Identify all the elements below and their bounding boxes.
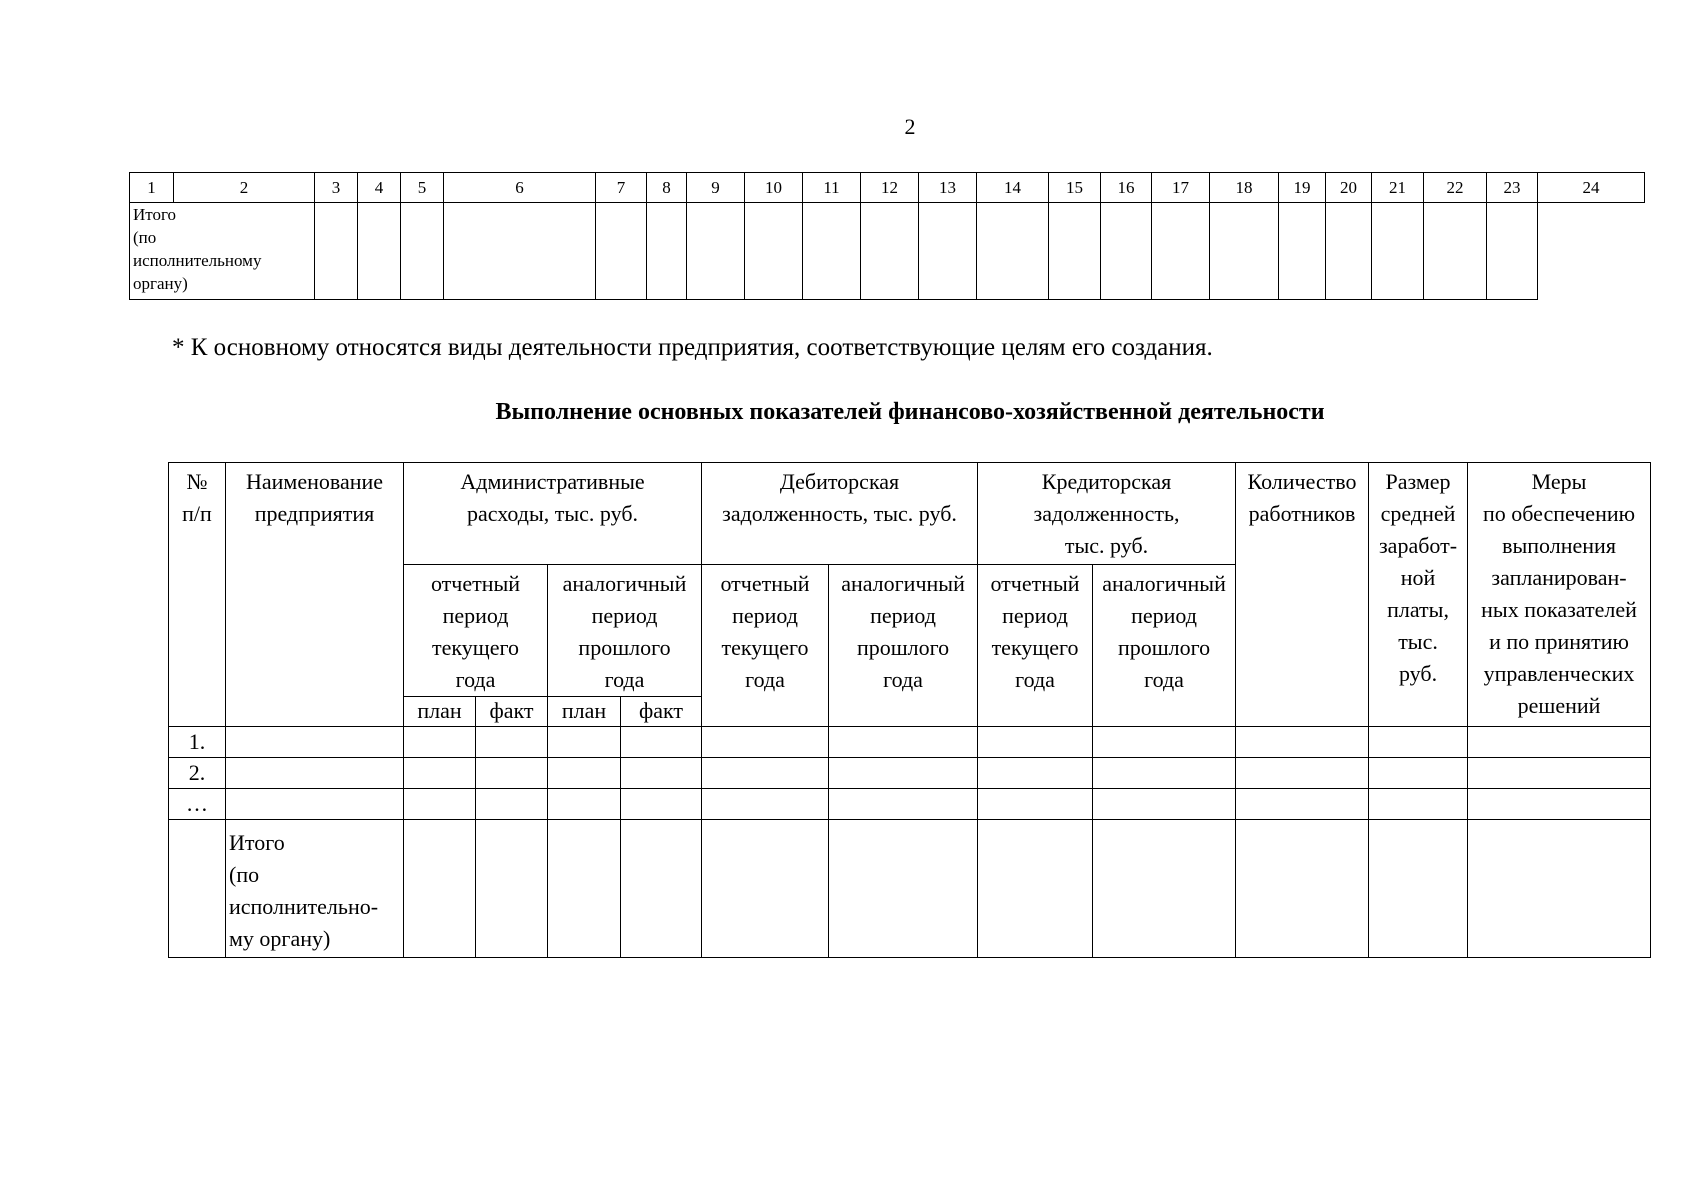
column-number: 16 [1101,173,1152,203]
empty-cell [548,727,621,758]
column-number: 7 [596,173,647,203]
empty-cell [476,727,548,758]
empty-cell [978,820,1093,958]
empty-cell [829,758,978,789]
empty-cell [404,820,476,958]
empty-cell [1468,727,1651,758]
row-number: … [169,789,226,820]
summary-table-continuation [129,172,1645,300]
column-number: 18 [1210,173,1279,203]
header-receivables-current-period: отчетный период текущего года [702,565,829,727]
empty-cell [226,727,404,758]
empty-cell [829,727,978,758]
empty-cell [1093,820,1236,958]
header-admin-expenses: Административные расходы, тыс. руб. [404,463,702,565]
footnote: * К основному относятся виды деятельности предприятия, соответствующие целям его создания. [172,334,1213,361]
column-number: 6 [444,173,596,203]
header-fact: факт [476,697,548,727]
total-row [130,203,1645,300]
empty-cell [829,789,978,820]
empty-cell [404,789,476,820]
header-payables: Кредиторская задолженность, тыс. руб. [978,463,1236,565]
empty-cell [476,820,548,958]
row-number: 1. [169,727,226,758]
column-number: 3 [315,173,358,203]
empty-cell [548,789,621,820]
column-number: 2 [174,173,315,203]
empty-cell [1152,203,1210,300]
empty-cell [1468,758,1651,789]
column-number: 9 [687,173,745,203]
empty-cell [315,203,358,300]
empty-cell [548,758,621,789]
column-number: 5 [401,173,444,203]
column-number: 23 [1487,173,1538,203]
empty-cell [1424,203,1487,300]
column-number: 1 [130,173,174,203]
empty-cell [444,203,596,300]
column-number: 17 [1152,173,1210,203]
empty-cell [687,203,745,300]
header-payables-previous-period: аналогичный период прошлого года [1093,565,1236,727]
empty-cell [548,820,621,958]
header-receivables: Дебиторская задолженность, тыс. руб. [702,463,978,565]
empty-cell [861,203,919,300]
empty-cell [1210,203,1279,300]
empty-cell [977,203,1049,300]
page-number: 2 [904,114,916,139]
empty-cell [621,789,702,820]
section-title: Выполнение основных показателей финансово-хозяйственной деятельности [495,399,1325,425]
empty-cell [1369,789,1468,820]
empty-cell [621,727,702,758]
empty-cell [1369,758,1468,789]
empty-cell [169,820,226,958]
empty-cell [1279,203,1326,300]
header-fact: факт [621,697,702,727]
header-payables-current-period: отчетный период текущего года [978,565,1093,727]
column-number: 12 [861,173,919,203]
performance-table [168,462,1651,958]
empty-cell [702,758,829,789]
empty-cell [1372,203,1424,300]
empty-cell [919,203,977,300]
empty-cell [404,758,476,789]
total-row [169,820,1651,958]
column-number: 13 [919,173,977,203]
header-admin-current-period: отчетный период текущего года [404,565,548,697]
empty-cell [1049,203,1101,300]
empty-cell [1236,758,1369,789]
empty-cell [1369,727,1468,758]
table-row [169,758,1651,789]
empty-cell [1101,203,1152,300]
empty-cell [358,203,401,300]
header-admin-previous-period: аналогичный период прошлого года [548,565,702,697]
table-row [169,727,1651,758]
header-company-name: Наименование предприятия [226,463,404,727]
empty-cell [1326,203,1372,300]
empty-cell [978,789,1093,820]
header-plan: план [404,697,476,727]
empty-cell [1093,789,1236,820]
column-number: 21 [1372,173,1424,203]
empty-cell [702,820,829,958]
empty-cell [1236,789,1369,820]
empty-cell [621,758,702,789]
empty-cell [702,727,829,758]
header-measures: Меры по обеспечению выполнения запланирован- ных показателей и по принятию управленческих решений [1468,463,1651,727]
empty-cell [1236,727,1369,758]
column-number: 10 [745,173,803,203]
column-number: 22 [1424,173,1487,203]
column-number: 20 [1326,173,1372,203]
empty-cell [404,727,476,758]
empty-cell [978,758,1093,789]
column-number: 19 [1279,173,1326,203]
header-average-salary: Размер средней заработ- ной платы, тыс. руб. [1369,463,1468,727]
empty-cell [1487,203,1538,300]
empty-cell [803,203,861,300]
column-number: 4 [358,173,401,203]
table-row [169,789,1651,820]
empty-cell [978,727,1093,758]
empty-cell [647,203,687,300]
column-number: 15 [1049,173,1101,203]
empty-cell [1236,820,1369,958]
empty-cell [621,820,702,958]
empty-cell [401,203,444,300]
row-number: 2. [169,758,226,789]
empty-cell [1468,820,1651,958]
header-plan: план [548,697,621,727]
empty-cell [745,203,803,300]
empty-cell [596,203,647,300]
total-label: Итого (по исполнительно- му органу) [226,820,404,958]
empty-cell [1468,789,1651,820]
header-number: № п/п [169,463,226,727]
total-label: Итого (по исполнительному органу) [130,203,315,300]
column-number-row [130,173,1645,203]
empty-cell [226,758,404,789]
empty-cell [226,789,404,820]
column-number: 8 [647,173,687,203]
empty-cell [1093,727,1236,758]
header-receivables-previous-period: аналогичный период прошлого года [829,565,978,727]
column-number: 11 [803,173,861,203]
empty-cell [829,820,978,958]
empty-cell [476,758,548,789]
column-number: 14 [977,173,1049,203]
empty-cell [476,789,548,820]
empty-cell [1093,758,1236,789]
empty-cell [1369,820,1468,958]
header-row-1 [169,463,1651,565]
column-number: 24 [1538,173,1645,203]
header-employees: Количество работников [1236,463,1369,727]
empty-cell [702,789,829,820]
